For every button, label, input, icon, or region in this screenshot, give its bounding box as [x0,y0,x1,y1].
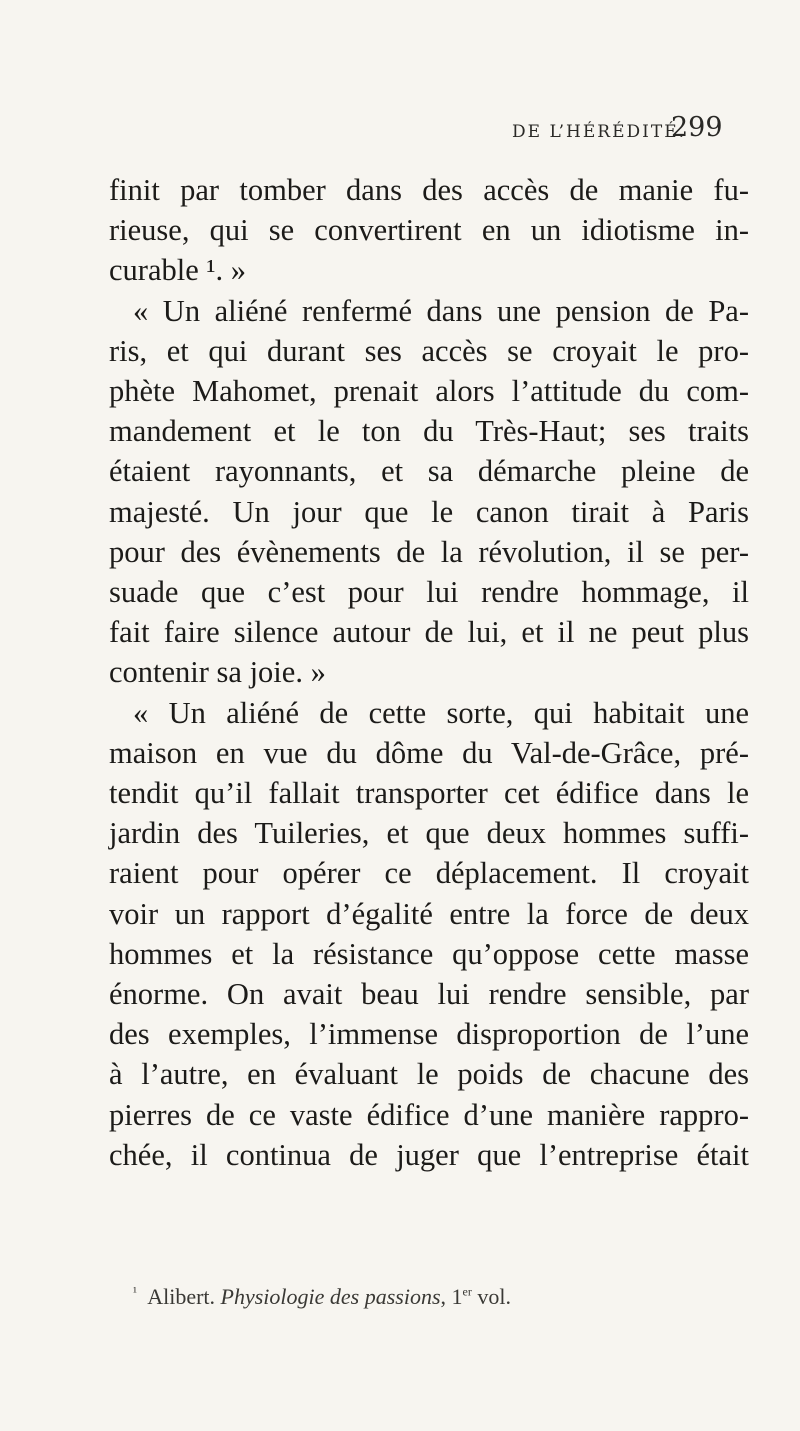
text-line: « Un aliéné renfermé dans une pension de Pa- [133,293,749,328]
text-line: rieuse, qui se convertirent en un idiotisme in- [109,213,749,248]
text-line: maison en vue du dôme du Val-de-Grâce, pré- [109,735,749,770]
body-text [109,170,749,1175]
text-line: « Un aliéné de cette sorte, qui habitait une [133,695,749,730]
footnote-volume-label: vol. [477,1284,511,1309]
text-line: à l’autre, en évaluant le poids de chacune des [109,1057,749,1092]
text-line: tendit qu’il fallait transporter cet édifice dans le [109,776,749,811]
text-line: chée, il continua de juger que l’entreprise était [109,1137,749,1172]
text-line: raient pour opérer ce déplacement. Il croyait [109,856,749,891]
text-line: fait faire silence autour de lui, et il ne peut plus [109,615,749,650]
footnote [133,1284,511,1310]
text-line: finit par tomber dans des accès de manie fu- [109,173,749,207]
text-line: ris, et qui durant ses accès se croyait le pro- [109,333,749,368]
text-line: pour des évènements de la révolution, il se per- [109,534,749,569]
text-line: majesté. Un jour que le canon tirait à Paris [109,494,749,529]
text-line: des exemples, l’immense disproportion de l’une [109,1017,749,1052]
footnote-author: Alibert. [147,1284,216,1309]
text-line: curable ¹. » [109,253,247,288]
running-title: DE L’HÉRÉDITÉ. [512,122,687,142]
footnote-volume-suffix: er [462,1284,472,1299]
text-line: contenir sa joie. » [109,655,326,690]
text-line: hommes et la résistance qu’oppose cette masse [109,936,749,971]
page-number: 299 [671,112,723,143]
footnote-separator: , [440,1284,447,1309]
text-line: jardin des Tuileries, et que deux hommes suffi- [109,816,749,851]
text-line: voir un rapport d’égalité entre la force de deux [109,896,749,931]
text-line: étaient rayonnants, et sa démarche pleine de [109,454,749,489]
text-line: énorme. On avait beau lui rendre sensible, par [109,977,749,1012]
text-line: pierres de ce vaste édifice d’une manière rappro- [109,1097,749,1132]
text-line: suade que c’est pour lui rendre hommage, il [109,575,749,610]
text-line: phète Mahomet, prenait alors l’attitude du com- [109,374,749,409]
footnote-marker: ¹ [133,1284,137,1299]
footnote-volume-number: 1 [451,1284,463,1309]
text-line: mandement et le ton du Très-Haut; ses traits [109,414,749,449]
footnote-title: Physiologie des passions [220,1284,441,1309]
